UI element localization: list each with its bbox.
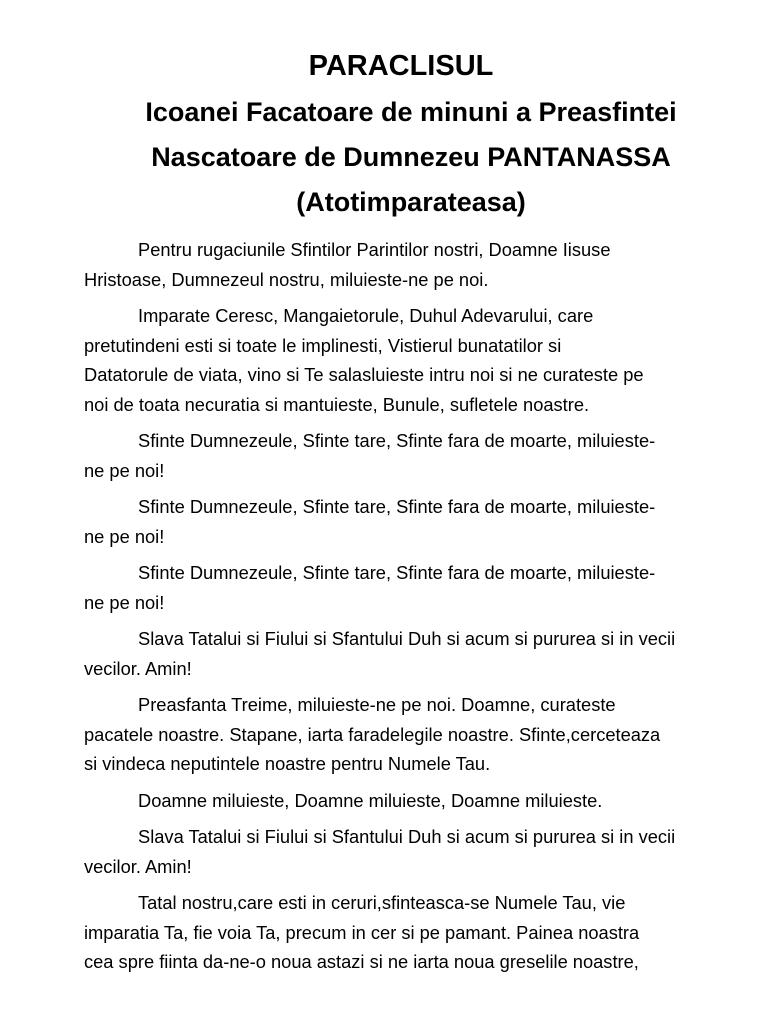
paragraph xyxy=(84,786,718,816)
paragraph xyxy=(84,624,718,683)
paragraph-line: pacatele noastre. Stapane, iarta faradelegile noastre. Sfinte,cerceteaza xyxy=(84,723,661,745)
paragraph xyxy=(84,822,718,881)
paragraph xyxy=(84,888,718,977)
paragraph-line: Doamne miluieste, Doamne miluieste, Doamne miluieste. xyxy=(138,789,603,811)
paragraph-line: Hristoase, Dumnezeul nostru, miluieste-ne pe noi. xyxy=(84,268,489,290)
paragraph-line: Slava Tatalui si Fiului si Sfantului Duh si acum si pururea si in vecii xyxy=(138,628,676,649)
paragraph-line: si vindeca neputintele noastre pentru Numele Tau. xyxy=(84,753,491,774)
paragraph-line: Sfinte Dumnezeule, Sfinte tare, Sfinte fara de moarte, miluieste- xyxy=(138,430,656,451)
paragraph-line: pretutindeni esti si toate le implinesti, Vistierul bunatatilor si xyxy=(84,334,562,356)
subtitle-line: (Atotimparateasa) xyxy=(296,187,526,217)
paragraph xyxy=(84,690,718,779)
subtitle-line: Icoanei Facatoare de minuni a Preasfintei xyxy=(145,97,677,127)
paragraph-line: ne pe noi! xyxy=(84,459,165,481)
paragraph-line: cea spre fiinta da-ne-o noua astazi si ne iarta noua greselile noastre, xyxy=(84,951,639,972)
document-body xyxy=(84,235,718,977)
paragraph xyxy=(84,235,718,294)
paragraph-line: Preasfanta Treime, miluieste-ne pe noi. Doamne, curateste xyxy=(138,694,616,715)
paragraph-line: imparatia Ta, fie voia Ta, precum in cer si pe pamant. Painea noastra xyxy=(84,921,640,943)
paragraph-line: ne pe noi! xyxy=(84,591,165,613)
paragraph-line: vecilor. Amin! xyxy=(84,657,192,679)
subtitle-line: Nascatoare de Dumnezeu PANTANASSA xyxy=(151,142,671,172)
paragraph-line: vecilor. Amin! xyxy=(84,855,192,877)
document-title: PARACLISUL xyxy=(308,50,494,82)
paragraph-line: Imparate Ceresc, Mangaietorule, Duhul Adevarului, care xyxy=(138,305,594,326)
paragraph xyxy=(84,492,718,551)
paragraph-line: Sfinte Dumnezeule, Sfinte tare, Sfinte fara de moarte, miluieste- xyxy=(138,562,656,583)
paragraph xyxy=(84,426,718,485)
paragraph-line: Pentru rugaciunile Sfintilor Parintilor nostri, Doamne Iisuse xyxy=(138,239,611,260)
paragraph-line: Datatorule de viata, vino si Te salasluieste intru noi si ne curateste pe xyxy=(84,364,644,385)
paragraph xyxy=(84,558,718,617)
paragraph-line: Slava Tatalui si Fiului si Sfantului Duh si acum si pururea si in vecii xyxy=(138,826,676,847)
paragraph xyxy=(84,301,718,419)
paragraph-line: noi de toata necuratia si mantuieste, Bunule, sufletele noastre. xyxy=(84,393,590,415)
paragraph-line: Tatal nostru,care esti in ceruri,sfinteasca-se Numele Tau, vie xyxy=(138,892,626,913)
paragraph-line: ne pe noi! xyxy=(84,525,165,547)
paragraph-line: Sfinte Dumnezeule, Sfinte tare, Sfinte fara de moarte, miluieste- xyxy=(138,496,656,517)
document-subtitle xyxy=(84,90,738,225)
